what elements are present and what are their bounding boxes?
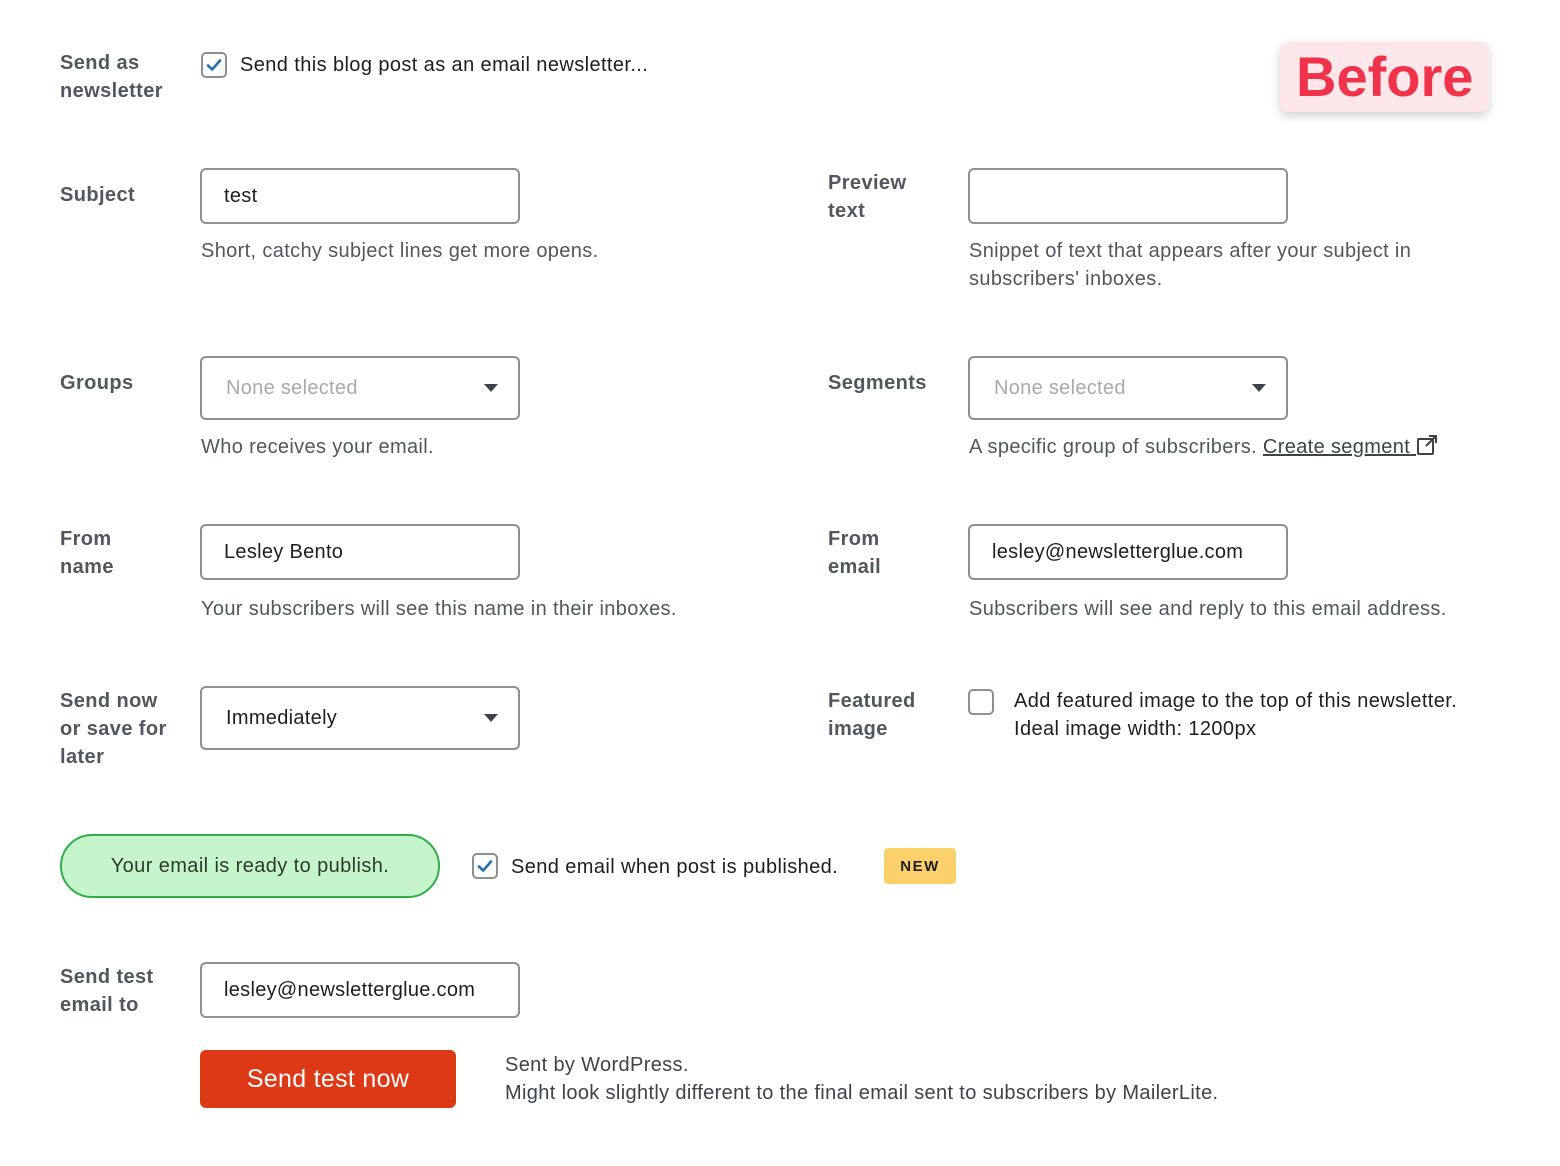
schedule-label: Send now or save for later [60, 690, 167, 768]
from-name-label: From name [60, 528, 114, 578]
subject-input[interactable] [200, 168, 520, 224]
from-name-input[interactable] [200, 524, 520, 580]
segments-help: A specific group of subscribers. [969, 436, 1257, 458]
test-note-line-1: Sent by WordPress. [505, 1054, 689, 1076]
chevron-down-icon [1252, 384, 1266, 392]
from-name-help: Your subscribers will see this name in their inboxes. [201, 598, 677, 620]
chevron-down-icon [484, 714, 498, 722]
groups-label: Groups [60, 372, 134, 394]
send-test-button[interactable]: Send test now [200, 1050, 456, 1108]
new-badge: NEW [884, 848, 956, 884]
groups-select[interactable] [200, 356, 520, 420]
groups-help: Who receives your email. [201, 436, 434, 458]
create-segment-link[interactable] [1263, 436, 1438, 458]
ready-status-text: Your email is ready to publish. [110, 854, 390, 877]
send-newsletter-checkbox-label[interactable]: Send this blog post as an email newsletter... [240, 54, 649, 76]
test-email-input[interactable] [200, 962, 520, 1018]
segments-help-row [969, 433, 1438, 461]
subject-label: Subject [60, 184, 136, 206]
from-email-help: Subscribers will see and reply to this email address. [969, 598, 1447, 620]
before-badge: Before [1280, 42, 1489, 112]
send-as-newsletter-label: Send as newsletter [60, 52, 163, 102]
featured-image-help: Ideal image width: 1200px [1014, 718, 1257, 740]
subject-help: Short, catchy subject lines get more opens. [201, 240, 599, 262]
from-email-label: From email [828, 528, 882, 578]
schedule-select[interactable] [200, 686, 520, 750]
send-newsletter-checkbox[interactable] [201, 52, 227, 78]
ready-status-pill [60, 834, 440, 898]
send-on-publish-checkbox[interactable] [472, 853, 498, 879]
preview-text-help: Snippet of text that appears after your subject in subscribers' inboxes. [969, 240, 1412, 290]
schedule-select-value: Immediately [226, 706, 338, 729]
segments-select-placeholder: None selected [994, 376, 1126, 399]
segments-label: Segments [828, 372, 927, 394]
from-email-input[interactable] [968, 524, 1288, 580]
featured-image-checkbox[interactable] [968, 689, 994, 715]
groups-select-placeholder: None selected [226, 376, 358, 399]
test-email-label: Send test email to [60, 966, 154, 1016]
featured-image-checkbox-label[interactable]: Add featured image to the top of this newsletter. [1014, 690, 1458, 712]
test-note-line-2: Might look slightly different to the final email sent to subscribers by MailerLite. [505, 1082, 1219, 1104]
segments-select[interactable] [968, 356, 1288, 420]
preview-text-input[interactable] [968, 168, 1288, 224]
checkmark-icon [204, 55, 224, 75]
external-link-icon [1416, 434, 1438, 456]
featured-image-label: Featured image [828, 690, 916, 740]
chevron-down-icon [484, 384, 498, 392]
checkmark-icon [475, 856, 495, 876]
preview-text-label: Preview text [828, 172, 907, 222]
send-on-publish-label[interactable]: Send email when post is published. [511, 856, 839, 878]
create-segment-link-text: Create segment [1262, 436, 1411, 458]
